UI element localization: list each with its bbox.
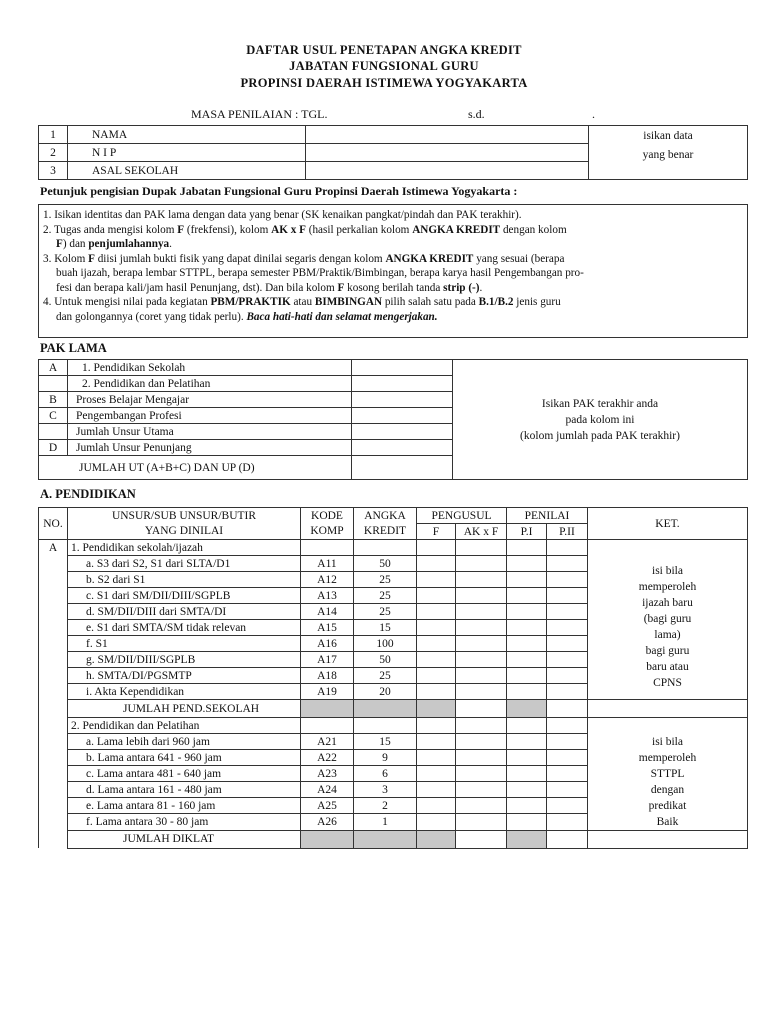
empty-cell (417, 718, 456, 734)
identity-no: 1 (39, 126, 68, 144)
item-f-input[interactable] (417, 652, 456, 668)
item-p1-input[interactable] (507, 636, 547, 652)
item-label: i. Akta Kependidikan (68, 684, 301, 700)
item-p2-input[interactable] (547, 668, 588, 684)
col-f: F (417, 524, 456, 540)
title-line-3: PROPINSI DAERAH ISTIMEWA YOGYAKARTA (240, 76, 528, 90)
pak-lama-heading: PAK LAMA (40, 341, 107, 355)
item-akxf-input[interactable] (456, 652, 507, 668)
item-p1-input[interactable] (507, 798, 547, 814)
col-p2: P.II (547, 524, 588, 540)
ket-line: Baik (656, 815, 679, 828)
item-label: e. Lama antara 81 - 160 jam (68, 798, 301, 814)
identity-table (38, 125, 748, 180)
no-cell (39, 604, 68, 620)
section-no: A (39, 540, 68, 556)
empty-cell (456, 540, 507, 556)
pak-value-field[interactable] (352, 376, 453, 392)
item-kode: A18 (301, 668, 354, 684)
col-no: NO. (39, 508, 68, 540)
petunjuk-line: 2. Tugas anda mengisi kolom F (frekfensi), kolom AK x F (hasil perkalian kolom ANGKA KREDIT dengan kolom (43, 223, 567, 236)
item-p2-input[interactable] (547, 572, 588, 588)
section-title: 2. Pendidikan dan Pelatihan (68, 718, 301, 734)
item-angka-kredit: 20 (354, 684, 417, 700)
no-cell (39, 556, 68, 572)
pak-value-field[interactable] (352, 440, 453, 456)
shaded-cell (354, 830, 417, 848)
item-p1-input[interactable] (507, 556, 547, 572)
ket-line: STTPL (650, 767, 685, 780)
item-kode: A13 (301, 588, 354, 604)
item-kode: A26 (301, 814, 354, 830)
item-angka-kredit: 15 (354, 620, 417, 636)
item-akxf-input[interactable] (456, 814, 507, 830)
shaded-cell (354, 700, 417, 718)
pendidikan-table (38, 507, 748, 849)
identity-field-nip[interactable] (306, 144, 589, 162)
no-cell (39, 830, 68, 848)
item-akxf-input[interactable] (456, 604, 507, 620)
ket-line: dengan (650, 783, 685, 796)
col-kode: KODE (301, 508, 354, 524)
shaded-cell (507, 830, 547, 848)
petunjuk-line: 4. Untuk mengisi nilai pada kegiatan PBM/PRAKTIK atau BIMBINGAN pilih salah satu pada B.1/B.2 jenis guru (43, 296, 561, 308)
item-p2-input[interactable] (547, 652, 588, 668)
no-cell (39, 636, 68, 652)
identity-field-nama[interactable] (306, 126, 589, 144)
total-row (39, 830, 748, 848)
ket-line: CPNS (653, 677, 682, 690)
item-p2-input[interactable] (547, 750, 588, 766)
item-p1-input[interactable] (507, 766, 547, 782)
item-p2-input[interactable] (547, 798, 588, 814)
item-angka-kredit: 25 (354, 588, 417, 604)
item-angka-kredit: 50 (354, 556, 417, 572)
pak-value-field[interactable] (352, 424, 453, 440)
petunjuk-heading: Petunjuk pengisian Dupak Jabatan Fungsional Guru Propinsi Daerah Istimewa Yogyakarta : (40, 184, 518, 198)
pak-note-line-3: (kolom jumlah pada PAK terakhir) (520, 429, 680, 442)
item-f-input[interactable] (417, 572, 456, 588)
item-p2-input[interactable] (547, 556, 588, 572)
item-p2-input[interactable] (547, 684, 588, 700)
total-akxf-input[interactable] (456, 700, 507, 718)
ket-line: baru atau (646, 661, 689, 674)
ket-line: isi bila (652, 735, 683, 748)
title-line-1: DAFTAR USUL PENETAPAN ANGKA KREDIT (246, 43, 522, 57)
empty-cell (301, 718, 354, 734)
item-p2-input[interactable] (547, 814, 588, 830)
item-f-input[interactable] (417, 782, 456, 798)
item-label: d. Lama antara 161 - 480 jam (68, 782, 301, 798)
total-p2-input[interactable] (547, 700, 588, 718)
pak-total-label: JUMLAH UT (A+B+C) DAN UP (D) (39, 456, 352, 480)
item-f-input[interactable] (417, 814, 456, 830)
identity-note (589, 126, 748, 180)
item-kode: A17 (301, 652, 354, 668)
pak-label: Jumlah Unsur Utama (68, 424, 352, 440)
item-p1-input[interactable] (507, 620, 547, 636)
no-cell (39, 588, 68, 604)
item-label: h. SMTA/DI/PGSMTP (68, 668, 301, 684)
masa-sd-label: s.d. (468, 107, 485, 121)
ket-line: (bagi guru (643, 613, 692, 626)
item-f-input[interactable] (417, 636, 456, 652)
item-akxf-input[interactable] (456, 798, 507, 814)
shaded-cell (417, 830, 456, 848)
item-akxf-input[interactable] (456, 734, 507, 750)
item-akxf-input[interactable] (456, 636, 507, 652)
pak-code: A (39, 360, 68, 376)
item-kode: A21 (301, 734, 354, 750)
item-kode: A15 (301, 620, 354, 636)
total-label: JUMLAH DIKLAT (68, 830, 301, 848)
no-cell (39, 750, 68, 766)
item-akxf-input[interactable] (456, 588, 507, 604)
no-cell (39, 814, 68, 830)
ket-line: memperoleh (638, 751, 697, 764)
no-cell (39, 798, 68, 814)
no-cell (39, 734, 68, 750)
item-p2-input[interactable] (547, 604, 588, 620)
petunjuk-line: F) dan penjumlahannya. (56, 238, 172, 250)
item-p2-input[interactable] (547, 766, 588, 782)
identity-label-nama: NAMA (68, 126, 306, 144)
item-f-input[interactable] (417, 798, 456, 814)
item-kode: A19 (301, 684, 354, 700)
identity-note-line-2: yang benar (642, 149, 694, 161)
empty-cell (456, 718, 507, 734)
item-p1-input[interactable] (507, 588, 547, 604)
ket-note (588, 556, 748, 700)
item-angka-kredit: 25 (354, 604, 417, 620)
empty-cell (301, 540, 354, 556)
pak-lama-note (453, 360, 748, 480)
item-f-input[interactable] (417, 734, 456, 750)
ket-line: isi bila (652, 565, 683, 578)
item-akxf-input[interactable] (456, 782, 507, 798)
item-label: f. Lama antara 30 - 80 jam (68, 814, 301, 830)
item-label: b. Lama antara 641 - 960 jam (68, 750, 301, 766)
col-pengusul: PENGUSUL (417, 508, 507, 524)
col-unsur: UNSUR/SUB UNSUR/BUTIR (68, 508, 301, 524)
ket-line: memperoleh (638, 581, 697, 594)
item-p1-input[interactable] (507, 604, 547, 620)
item-label: a. Lama lebih dari 960 jam (68, 734, 301, 750)
shaded-cell (301, 830, 354, 848)
pak-label: 2. Pendidikan dan Pelatihan (68, 376, 352, 392)
section-title-row (39, 718, 748, 734)
total-label: JUMLAH PEND.SEKOLAH (68, 700, 301, 718)
ket-line: ijazah baru (642, 597, 693, 610)
item-angka-kredit: 2 (354, 798, 417, 814)
identity-field-sekolah[interactable] (306, 162, 589, 180)
item-label: a. S3 dari S2, S1 dari SLTA/D1 (68, 556, 301, 572)
shaded-cell (301, 700, 354, 718)
no-cell (39, 620, 68, 636)
item-label: g. SM/DII/DIII/SGPLB (68, 652, 301, 668)
item-label: b. S2 dari S1 (68, 572, 301, 588)
item-f-input[interactable] (417, 684, 456, 700)
item-angka-kredit: 15 (354, 734, 417, 750)
pak-label: Proses Belajar Mengajar (68, 392, 352, 408)
item-p1-input[interactable] (507, 734, 547, 750)
no-cell (39, 684, 68, 700)
item-p1-input[interactable] (507, 782, 547, 798)
item-angka-kredit: 6 (354, 766, 417, 782)
item-p2-input[interactable] (547, 734, 588, 750)
item-f-input[interactable] (417, 766, 456, 782)
identity-no: 3 (39, 162, 68, 180)
item-p2-input[interactable] (547, 588, 588, 604)
item-p1-input[interactable] (507, 684, 547, 700)
empty-cell (354, 540, 417, 556)
masa-dot: . (592, 107, 595, 121)
empty-cell (507, 540, 547, 556)
item-label: f. S1 (68, 636, 301, 652)
pak-code: D (39, 440, 68, 456)
item-kode: A25 (301, 798, 354, 814)
section-title: 1. Pendidikan sekolah/ijazah (68, 540, 301, 556)
ket-line: lama) (654, 629, 681, 642)
empty-cell (547, 718, 588, 734)
item-akxf-input[interactable] (456, 750, 507, 766)
item-label: e. S1 dari SMTA/SM tidak relevan (68, 620, 301, 636)
empty-cell (354, 718, 417, 734)
item-kode: A22 (301, 750, 354, 766)
item-f-input[interactable] (417, 620, 456, 636)
item-label: d. SM/DII/DIII dari SMTA/DI (68, 604, 301, 620)
col-penilai: PENILAI (507, 508, 588, 524)
pak-value-field[interactable] (352, 408, 453, 424)
pak-value-field[interactable] (352, 360, 453, 376)
item-p1-input[interactable] (507, 668, 547, 684)
table-row (39, 734, 748, 750)
no-cell (39, 572, 68, 588)
shaded-cell (417, 700, 456, 718)
item-p2-input[interactable] (547, 782, 588, 798)
pak-label: Pengembangan Profesi (68, 408, 352, 424)
petunjuk-box (38, 204, 748, 338)
petunjuk-line: 1. Isikan identitas dan PAK lama dengan data yang benar (SK kenaikan pangkat/pindah dan PAK terakhir). (43, 209, 522, 221)
item-akxf-input[interactable] (456, 620, 507, 636)
item-angka-kredit: 1 (354, 814, 417, 830)
item-akxf-input[interactable] (456, 668, 507, 684)
ket-line: bagi guru (645, 645, 690, 658)
pak-note-line-2: pada kolom ini (565, 413, 635, 426)
ket-note (588, 734, 748, 831)
item-kode: A14 (301, 604, 354, 620)
total-ket-cell (588, 700, 748, 718)
item-label: c. Lama antara 481 - 640 jam (68, 766, 301, 782)
item-angka-kredit: 25 (354, 572, 417, 588)
no-cell (39, 700, 68, 718)
item-akxf-input[interactable] (456, 766, 507, 782)
petunjuk-line: buah ijazah, berapa lembar STTPL, berapa semester PBM/Praktik/Bimbingan, berapa karya hasil Pengembangan pro- (56, 267, 584, 279)
item-p1-input[interactable] (507, 814, 547, 830)
pak-code: C (39, 408, 68, 424)
identity-label-nip: N I P (68, 144, 306, 162)
col-unsur-2: YANG DINILAI (68, 524, 301, 540)
pak-code (39, 424, 68, 440)
item-f-input[interactable] (417, 588, 456, 604)
ket-line: predikat (648, 799, 687, 812)
item-p1-input[interactable] (507, 652, 547, 668)
item-f-input[interactable] (417, 556, 456, 572)
pendidikan-heading: A. PENDIDIKAN (40, 487, 136, 501)
item-kode: A23 (301, 766, 354, 782)
pak-code (39, 376, 68, 392)
title-line-2: JABATAN FUNGSIONAL GURU (289, 59, 479, 73)
item-kode: A11 (301, 556, 354, 572)
ket-top-cell (588, 540, 748, 556)
col-akxf: AK x F (456, 524, 507, 540)
item-angka-kredit: 9 (354, 750, 417, 766)
item-angka-kredit: 25 (354, 668, 417, 684)
total-p2-input[interactable] (547, 830, 588, 848)
item-akxf-input[interactable] (456, 572, 507, 588)
item-p1-input[interactable] (507, 750, 547, 766)
pak-note-line-1: Isikan PAK terakhir anda (541, 397, 659, 410)
item-f-input[interactable] (417, 604, 456, 620)
identity-no: 2 (39, 144, 68, 162)
pak-total-field[interactable] (352, 456, 453, 480)
no-cell (39, 782, 68, 798)
petunjuk-line: dan golongannya (coret yang tidak perlu). Baca hati-hati dan selamat mengerjakan. (56, 310, 438, 323)
no-cell (39, 766, 68, 782)
col-angka: ANGKA (354, 508, 417, 524)
no-cell (39, 652, 68, 668)
item-p2-input[interactable] (547, 636, 588, 652)
table-row (39, 556, 748, 572)
masa-penilaian-label: MASA PENILAIAN : TGL. (191, 107, 328, 121)
pak-label: Jumlah Unsur Penunjang (68, 440, 352, 456)
total-row (39, 700, 748, 718)
identity-label-sekolah: ASAL SEKOLAH (68, 162, 306, 180)
pak-code: B (39, 392, 68, 408)
petunjuk-line: 3. Kolom F diisi jumlah bukti fisik yang dapat dinilai segaris dengan kolom ANGKA KREDIT yang sesuai (berapa (43, 252, 565, 265)
no-cell (39, 668, 68, 684)
pak-lama-table (38, 359, 748, 480)
item-kode: A24 (301, 782, 354, 798)
item-f-input[interactable] (417, 668, 456, 684)
item-akxf-input[interactable] (456, 684, 507, 700)
empty-cell (547, 540, 588, 556)
item-kode: A12 (301, 572, 354, 588)
pak-label: 1. Pendidikan Sekolah (68, 360, 352, 376)
item-label: c. S1 dari SM/DII/DIII/SGPLB (68, 588, 301, 604)
item-p2-input[interactable] (547, 620, 588, 636)
item-angka-kredit: 50 (354, 652, 417, 668)
col-angka-2: KREDIT (354, 524, 417, 540)
identity-note-line-1: isikan data (643, 130, 693, 142)
item-angka-kredit: 3 (354, 782, 417, 798)
item-kode: A16 (301, 636, 354, 652)
empty-cell (507, 718, 547, 734)
item-akxf-input[interactable] (456, 556, 507, 572)
item-p1-input[interactable] (507, 572, 547, 588)
item-f-input[interactable] (417, 750, 456, 766)
no-cell (39, 718, 68, 734)
col-p1: P.I (507, 524, 547, 540)
petunjuk-line: fesi dan berapa kali/jam hasil Penunjang, dst). Dan bila kolom F kosong berilah tanda strip (-). (56, 281, 483, 294)
col-ket: KET. (588, 508, 748, 540)
total-akxf-input[interactable] (456, 830, 507, 848)
item-angka-kredit: 100 (354, 636, 417, 652)
empty-cell (417, 540, 456, 556)
ket-top-cell (588, 718, 748, 734)
pak-value-field[interactable] (352, 392, 453, 408)
col-kode-2: KOMP (301, 524, 354, 540)
total-ket-cell (588, 830, 748, 848)
shaded-cell (507, 700, 547, 718)
